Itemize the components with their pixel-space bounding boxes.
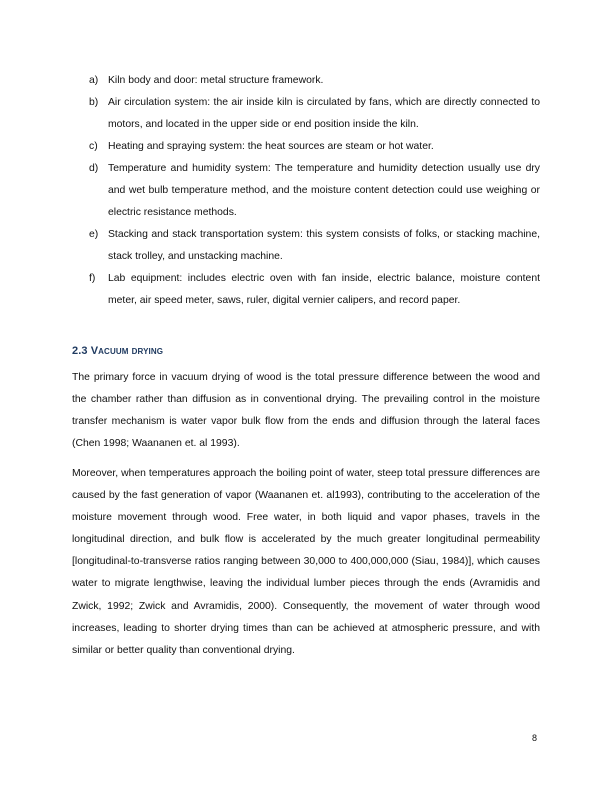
page-number: 8 bbox=[532, 733, 538, 743]
list-item bbox=[72, 268, 540, 312]
equipment-list bbox=[72, 70, 540, 312]
body-paragraph: The primary force in vacuum drying of wood is the total pressure difference between the wood and the chamber rather than diffusion as in conventional drying. The prevailing control in the moisture transfer mechanism is water vapor bulk flow from the ends and diffusion through the lateral faces (Chen 1998; Waananen et. al 1993). bbox=[72, 372, 540, 450]
list-item-text: Temperature and humidity system: The temperature and humidity detection usually use dry and wet bulb temperature method, and the moisture content detection could use weighing or electric resistance methods. bbox=[108, 163, 540, 218]
list-item bbox=[72, 136, 540, 158]
list-item bbox=[72, 92, 540, 136]
list-item bbox=[72, 70, 540, 92]
list-item-text: Air circulation system: the air inside kiln is circulated by fans, which are directly connected to motors, and located in the upper side or end position inside the kiln. bbox=[108, 97, 540, 130]
list-item bbox=[72, 158, 540, 224]
list-item-marker: d) bbox=[89, 163, 99, 174]
list-item-marker: c) bbox=[89, 141, 98, 152]
list-item-marker: a) bbox=[89, 75, 99, 86]
list-item-text: Lab equipment: includes electric oven with fan inside, electric balance, moisture content meter, air speed meter, saws, ruler, digital vernier calipers, and record paper. bbox=[108, 273, 540, 306]
list-item-marker: e) bbox=[89, 229, 99, 240]
list-item-marker: f) bbox=[89, 273, 96, 284]
list-item-text: Kiln body and door: metal structure framework. bbox=[108, 75, 324, 86]
list-item-text: Stacking and stack transportation system: this system consists of folks, or stacking machine, stack trolley, and unstacking machine. bbox=[108, 229, 540, 262]
list-item-marker: b) bbox=[89, 97, 99, 108]
body-paragraph: Moreover, when temperatures approach the boiling point of water, steep total pressure differences are caused by the fast generation of vapor (Waananen et. al1993), contributing to the acceleration of the moisture movement through wood. Free water, in both liquid and vapor phases, travels in the longitudinal direction, and bulk flow is accelerated by the much greater longitudinal permeability [longitudinal-to-transverse ratios ranging between 30,000 to 400,000,000 (Siau, 1984)], which causes water to migrate lengthwise, leaving the individual lumber pieces through the ends (Avramidis and Zwick, 1992; Zwick and Avramidis, 2000). Consequently, the movement of water through wood increases, leading to shorter drying times than can be achieved at atmospheric pressure, and with similar or better quality than conventional drying. bbox=[72, 468, 540, 656]
section-heading: 2.3 Vacuum drying bbox=[72, 345, 164, 357]
list-item-text: Heating and spraying system: the heat sources are steam or hot water. bbox=[108, 141, 434, 152]
list-item bbox=[72, 224, 540, 268]
